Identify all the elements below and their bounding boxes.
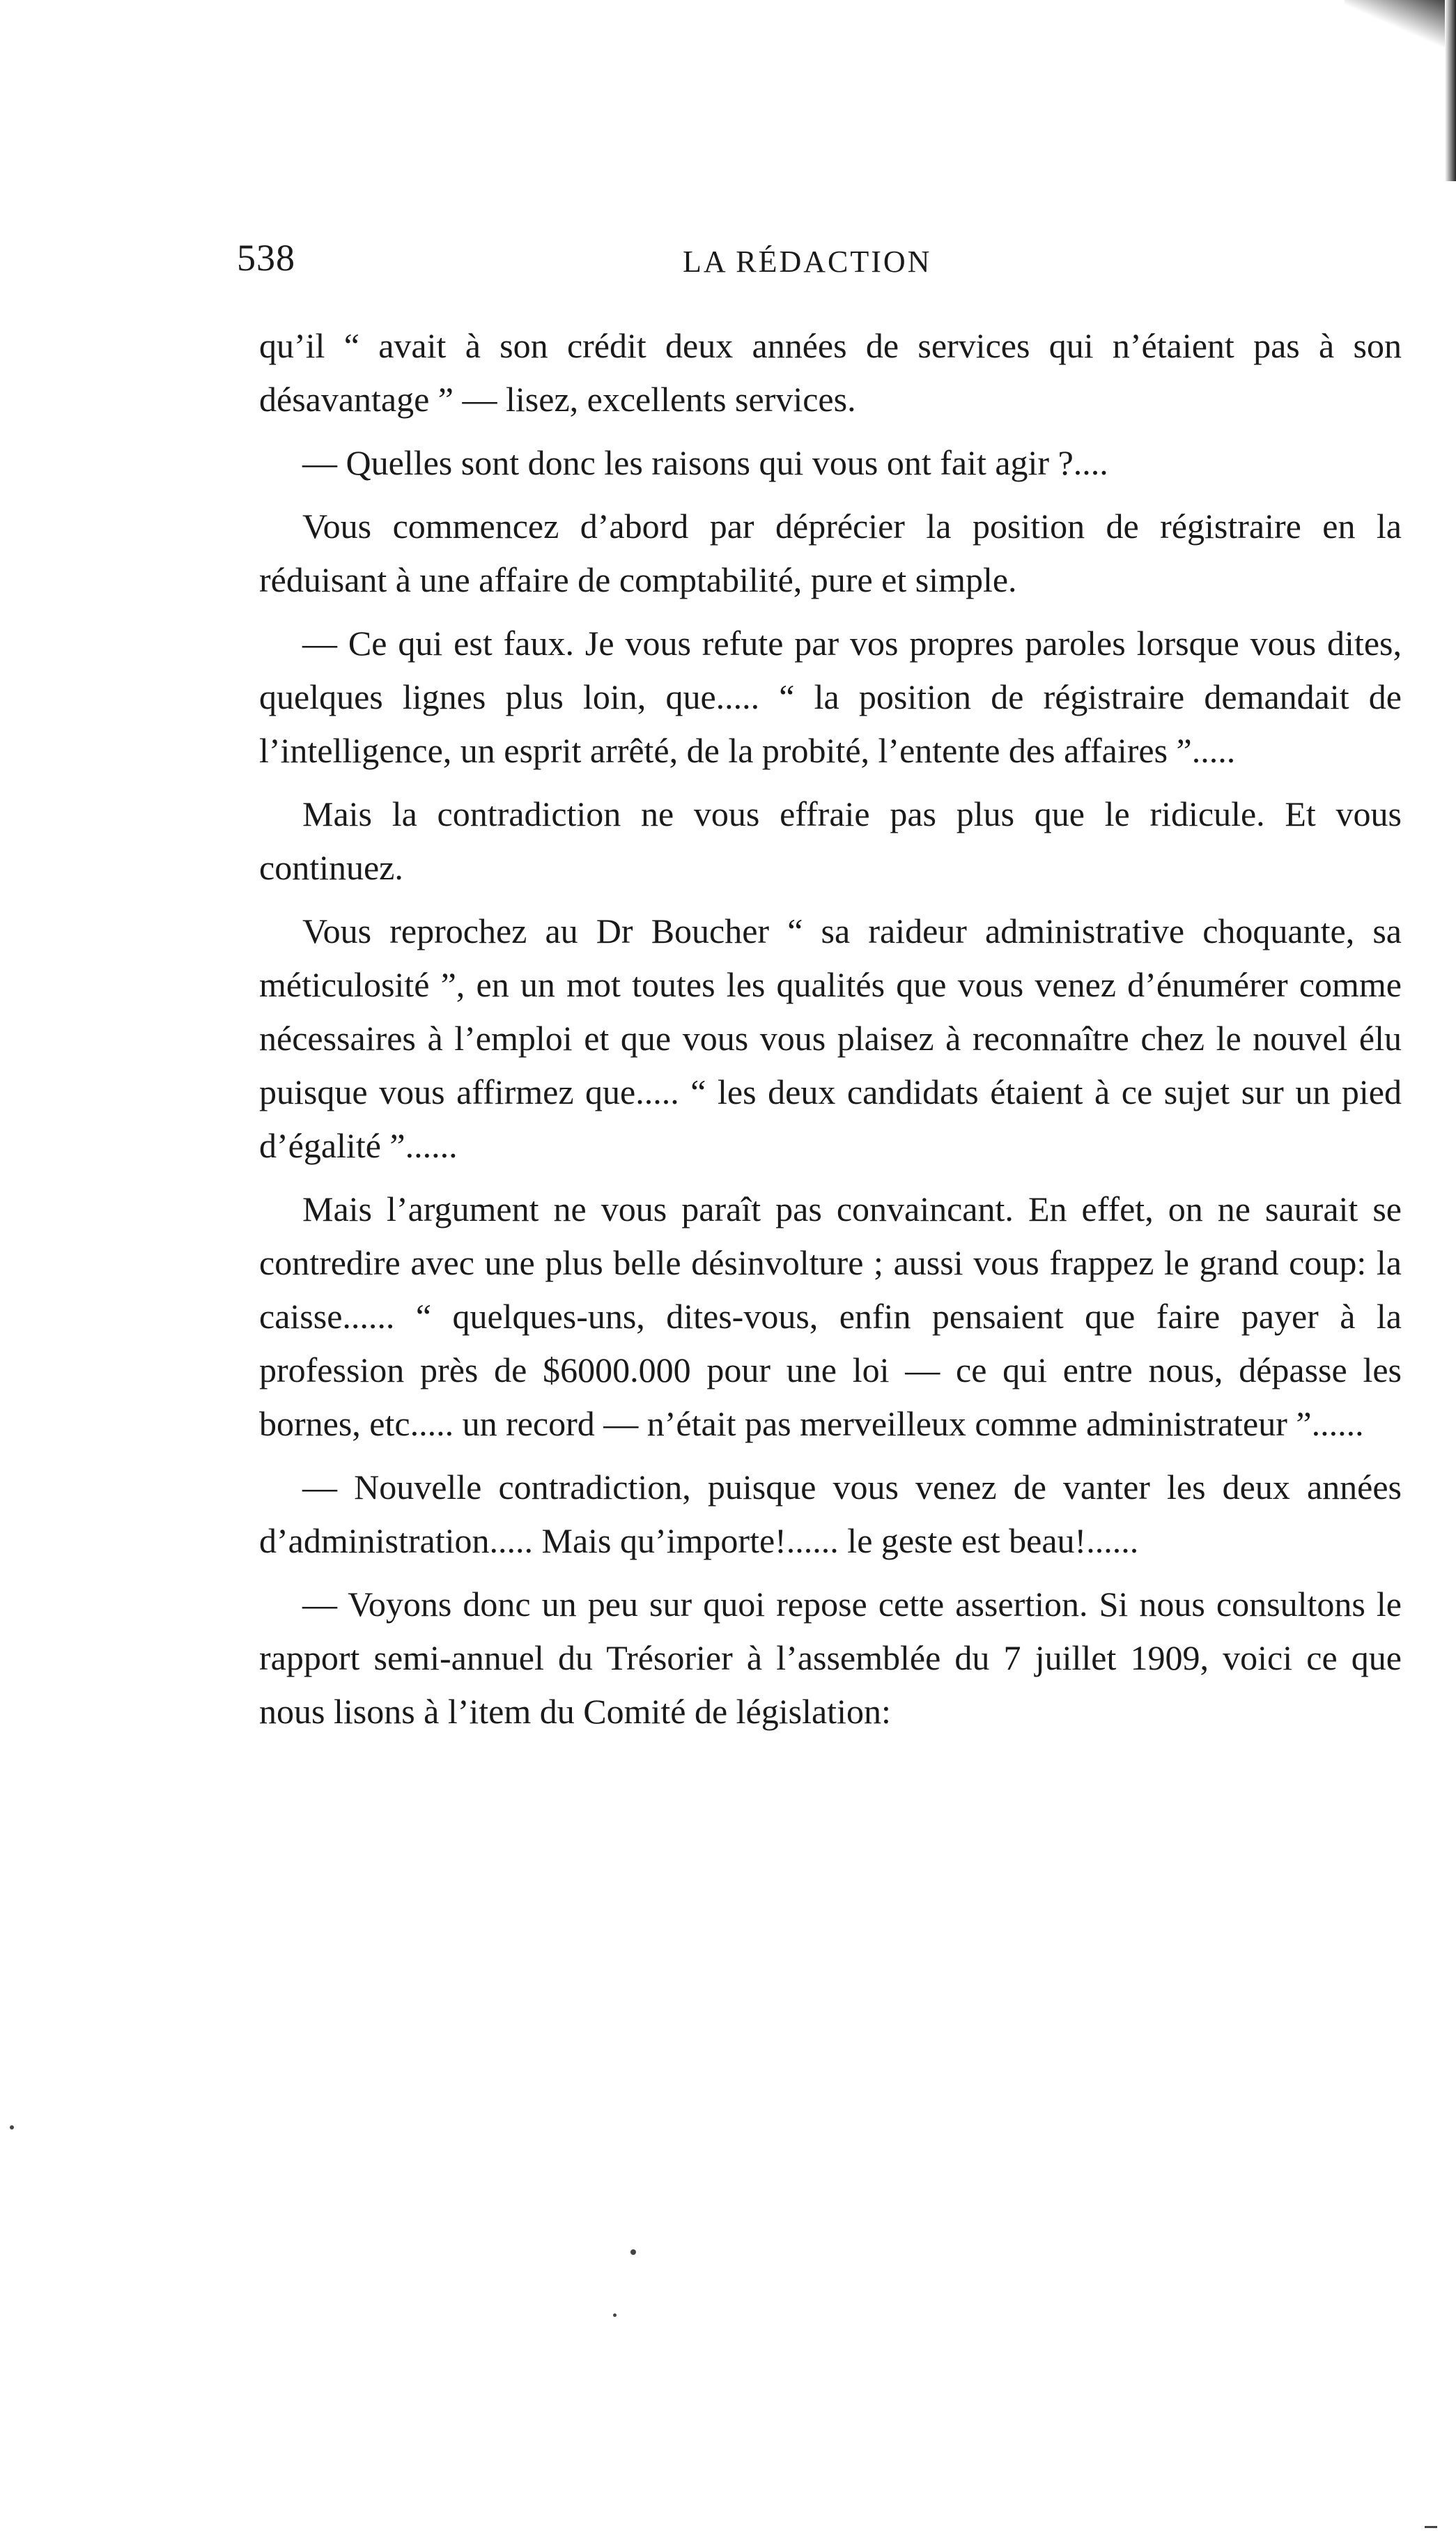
scan-speck: [630, 2249, 636, 2255]
page-body: [259, 319, 1402, 1739]
paragraph: qu’il “ avait à son crédit deux années de services qui n’étaient pas à son désavantage ” — lisez, excellents services.: [259, 326, 1402, 419]
paragraph: Vous commencez d’abord par déprécier la position de régistraire en la réduisant à une affaire de comptabilité, pure et simple.: [259, 507, 1402, 599]
paragraph: Mais la contradiction ne vous effraie pas plus que le ridicule. Et vous continuez.: [259, 794, 1402, 887]
scan-speck: [613, 2313, 617, 2317]
paragraph: — Nouvelle contradiction, puisque vous venez de vanter les deux années d’administration..... Mais qu’importe!...... le geste est beau!......: [259, 1468, 1402, 1560]
paragraph: Mais l’argument ne vous paraît pas convaincant. En effet, on ne saurait se contredire avec une plus belle désinvolture ; aussi vous frappez le grand coup: la caisse...... “ quelques-uns, dites-vous, enfin pensaient que faire payer à la profession près de $6000.000 pour une loi — ce qui entre nous, dépasse les bornes, etc..... un record — n’était pas merveilleux comme administrateur ”......: [259, 1189, 1402, 1443]
paragraph: — Ce qui est faux. Je vous refute par vos propres paroles lorsque vous dites, quelques lignes plus loin, que..... “ la position de régistraire demandait de l’intelligence, un esprit arrêté, de la probité, l’entente des affaires ”.....: [259, 624, 1402, 770]
paragraph: — Voyons donc un peu sur quoi repose cette assertion. Si nous consultons le rapport semi-annuel du Trésorier à l’assemblée du 7 juillet 1909, voici ce que nous lisons à l’item du Comité de législation:: [259, 1585, 1402, 1731]
scan-shadow: [1345, 0, 1456, 49]
scan-edge: [1445, 0, 1456, 181]
paragraph: — Quelles sont donc les raisons qui vous ont fait agir ?....: [302, 443, 1108, 482]
running-title: LA RÉDACTION: [683, 245, 932, 279]
scan-speck: [10, 2125, 14, 2129]
paragraph: Vous reprochez au Dr Boucher “ sa raideur administrative choquante, sa méticulosité ”, en un mot toutes les qualités que vous venez d’énumérer comme nécessaires à l’emploi et que vous vous plaisez à reconnaître chez le nouvel élu puisque vous affirmez que..... “ les deux candidats étaient à ce sujet sur un pied d’égalité ”......: [259, 911, 1402, 1165]
scan-speck: [1425, 2526, 1437, 2528]
page-number: 538: [237, 237, 295, 279]
